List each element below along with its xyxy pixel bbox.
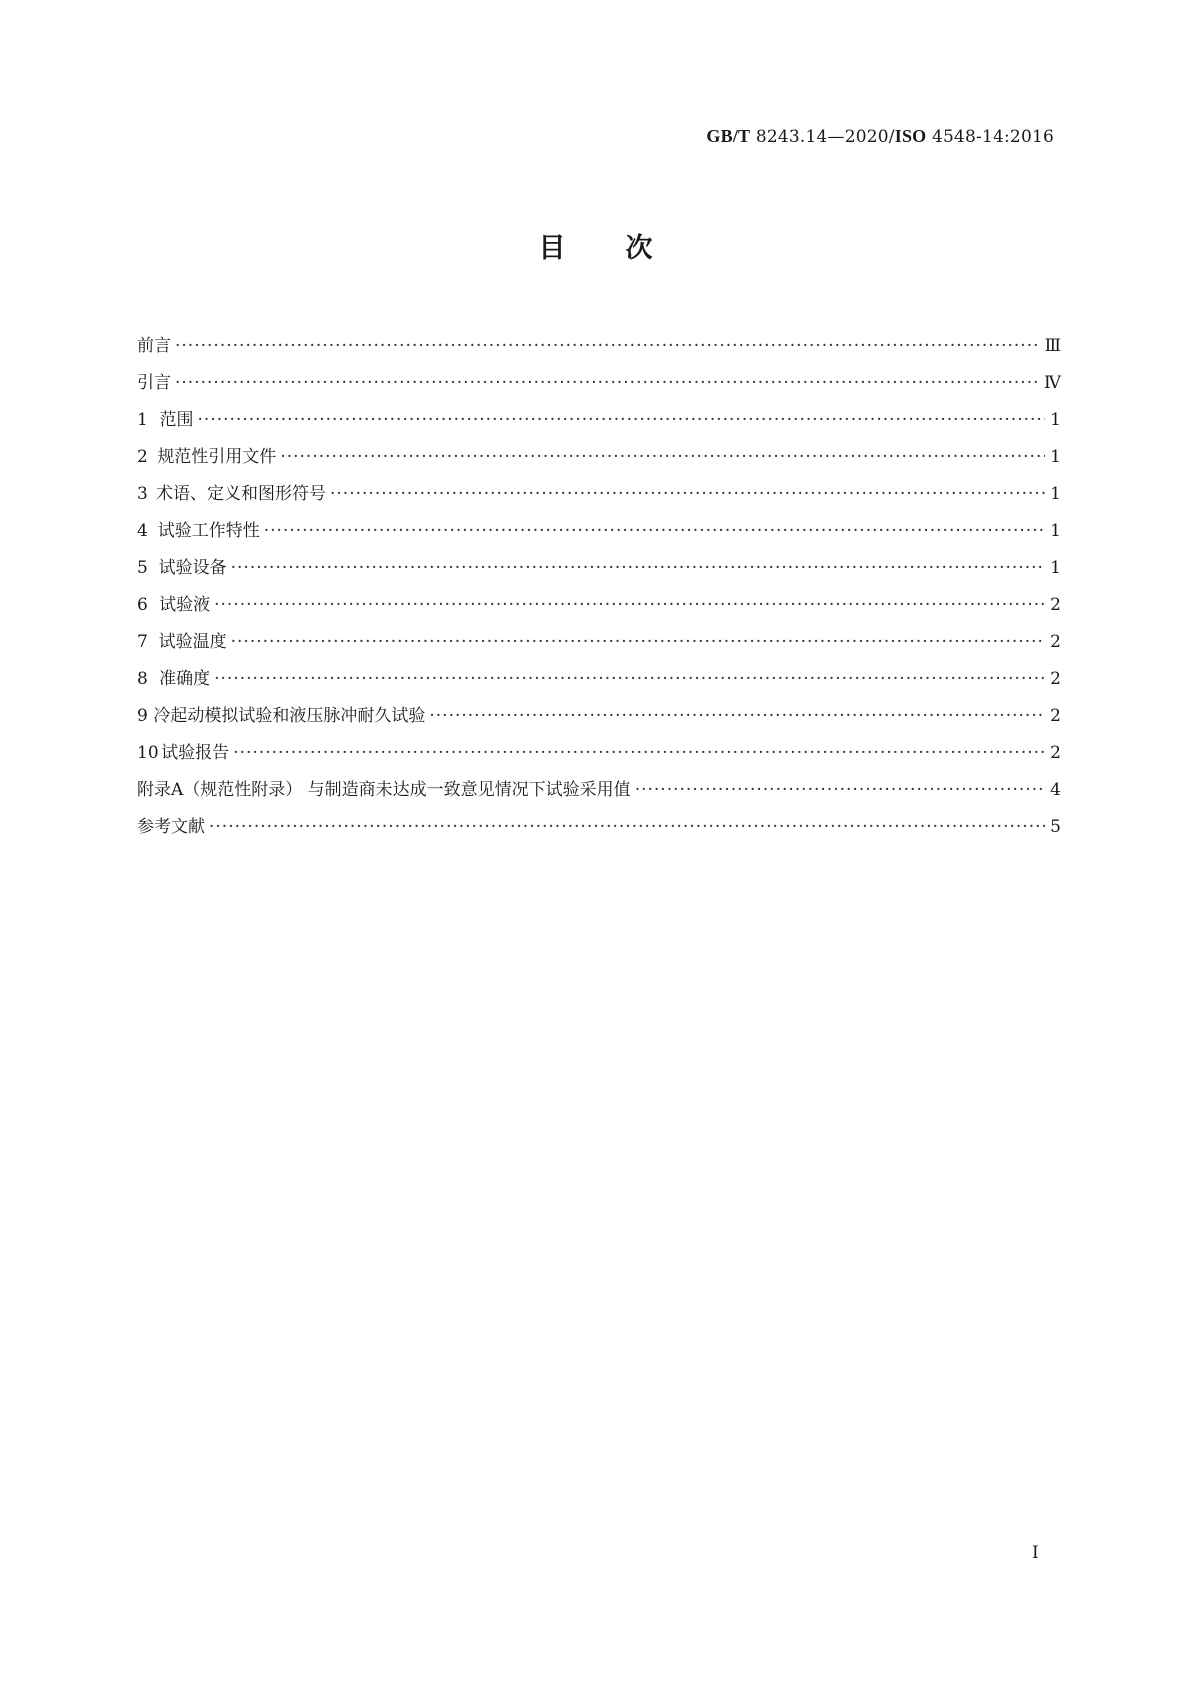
toc-entry-title: 准确度 xyxy=(159,669,211,689)
toc-page-number: 2 xyxy=(1050,595,1061,615)
toc-entry-title: 参考文献 xyxy=(137,817,205,837)
toc-page-number: Ⅲ xyxy=(1044,336,1061,356)
toc-page-number: 2 xyxy=(1050,669,1061,689)
toc-entry-number: 10 xyxy=(137,743,159,763)
toc-dot-leader xyxy=(231,558,1045,578)
toc-entry-number: 7 xyxy=(137,632,148,652)
toc-dot-leader xyxy=(264,521,1045,541)
toc-entry-title: 范围 xyxy=(159,410,194,430)
toc-dot-leader xyxy=(280,447,1045,467)
toc-entry-9[interactable] xyxy=(137,701,1061,738)
page-number: I xyxy=(1032,1543,1039,1563)
toc-page-number: 1 xyxy=(1050,521,1061,541)
toc-entry-annex-a[interactable] xyxy=(137,775,1061,812)
toc-entry-7[interactable] xyxy=(137,627,1061,664)
toc-page-number: 1 xyxy=(1050,447,1061,467)
toc-entry-number: 2 xyxy=(137,447,148,467)
toc-entry-number: 4 xyxy=(137,521,148,541)
toc-entry-title: 规范性引用文件 xyxy=(157,447,277,467)
toc-entry-title: 试验报告 xyxy=(161,743,230,763)
toc-entry-2[interactable] xyxy=(137,442,1061,479)
toc-dot-leader xyxy=(429,706,1045,726)
toc-entry-6[interactable] xyxy=(137,590,1061,627)
toc-page-number: 2 xyxy=(1050,706,1061,726)
toc-dot-leader xyxy=(231,632,1045,652)
toc-entry-title: 试验温度 xyxy=(158,632,227,652)
toc-entry-title: 试验液 xyxy=(159,595,211,615)
toc-entry-4[interactable] xyxy=(137,516,1061,553)
toc-entry-bibliography[interactable] xyxy=(137,812,1061,849)
toc-entry-foreword[interactable] xyxy=(137,331,1061,368)
toc-page-number: 1 xyxy=(1050,558,1061,578)
toc-dot-leader xyxy=(214,669,1045,689)
toc-entry-number: 1 xyxy=(137,410,148,430)
toc-entry-3[interactable] xyxy=(137,479,1061,516)
toc-page-number: Ⅳ xyxy=(1044,373,1061,393)
iso-number: 4548-14:2016 xyxy=(931,127,1054,147)
toc-entry-5[interactable] xyxy=(137,553,1061,590)
toc-entry-title: 引言 xyxy=(137,373,171,393)
document-header xyxy=(706,126,1054,147)
toc-entry-title: 附录A（规范性附录） 与制造商未达成一致意见情况下试验采用值 xyxy=(137,780,631,800)
toc-dot-leader xyxy=(175,336,1041,356)
toc-page-number: 2 xyxy=(1050,632,1061,652)
toc-page-number: 5 xyxy=(1050,817,1061,837)
toc-entry-8[interactable] xyxy=(137,664,1061,701)
toc-dot-leader xyxy=(209,817,1045,837)
toc-entry-10[interactable] xyxy=(137,738,1061,775)
standard-code: GB/T xyxy=(706,126,751,146)
toc-page-number: 1 xyxy=(1050,484,1061,504)
toc-entry-number: 8 xyxy=(137,669,148,689)
toc-entry-1[interactable] xyxy=(137,405,1061,442)
toc-page-number: 2 xyxy=(1050,743,1061,763)
toc-entry-title: 试验工作特性 xyxy=(157,521,260,541)
toc-dot-leader xyxy=(233,743,1045,763)
toc-dot-leader xyxy=(214,595,1045,615)
toc-entry-title: 冷起动模拟试验和液压脉冲耐久试验 xyxy=(153,706,426,726)
toc-entry-introduction[interactable] xyxy=(137,368,1061,405)
toc-entry-number: 5 xyxy=(137,558,148,578)
toc-entry-title: 术语、定义和图形符号 xyxy=(156,484,326,504)
toc-dot-leader xyxy=(175,373,1040,393)
toc-dot-leader xyxy=(330,484,1045,504)
iso-code: ISO xyxy=(894,126,927,146)
toc-entry-number: 3 xyxy=(137,484,148,504)
toc-entry-number: 9 xyxy=(137,706,148,726)
page-title: 目次 xyxy=(538,233,713,264)
toc-entry-number: 6 xyxy=(137,595,148,615)
toc-dot-leader xyxy=(198,410,1045,430)
table-of-contents xyxy=(137,331,1061,849)
standard-number: 8243.14—2020/ xyxy=(755,127,895,147)
toc-entry-title: 试验设备 xyxy=(158,558,227,578)
toc-page-number: 1 xyxy=(1050,410,1061,430)
toc-page-number: 4 xyxy=(1050,780,1061,800)
toc-entry-title: 前言 xyxy=(137,336,171,356)
toc-dot-leader xyxy=(635,780,1045,800)
